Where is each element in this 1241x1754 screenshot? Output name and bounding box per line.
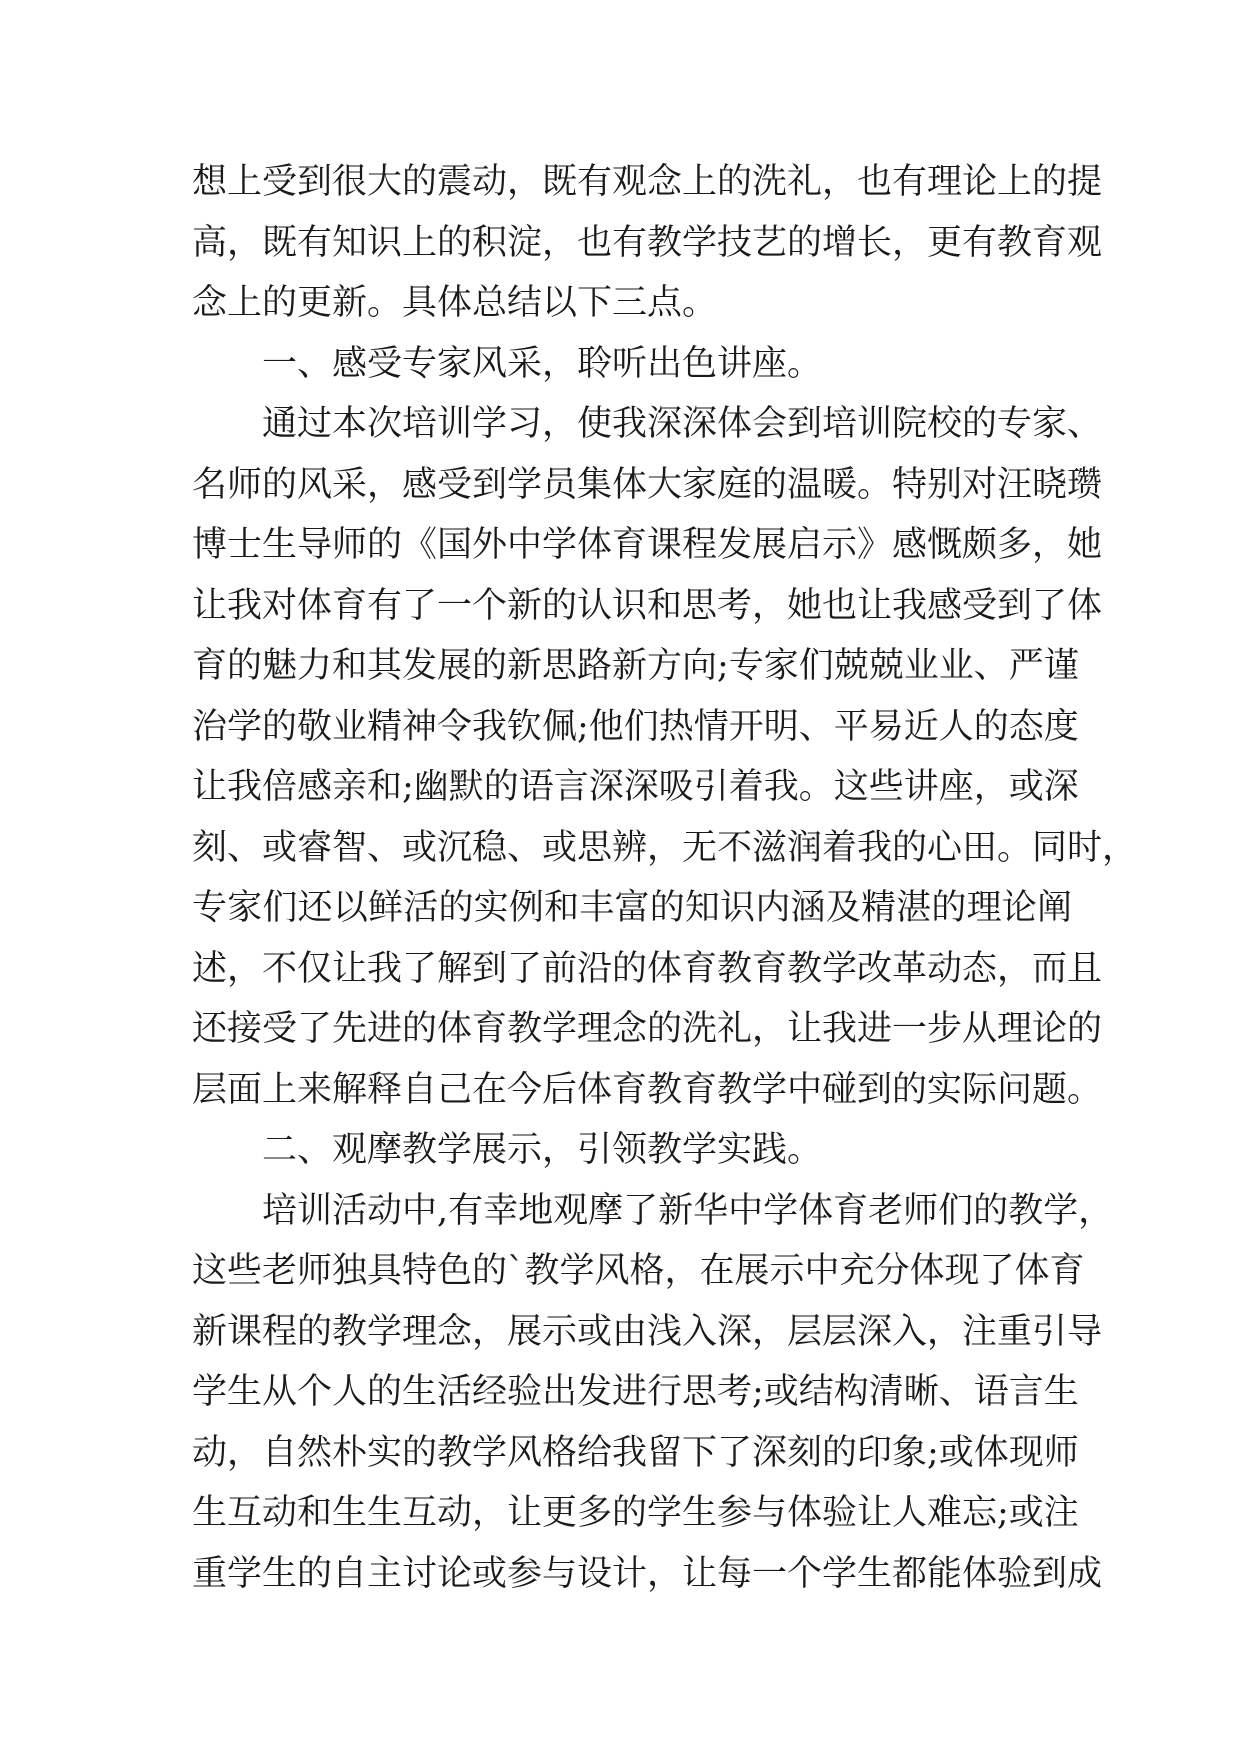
text-line: 生互动和生生互动，让更多的学生参与体验让人难忘;或注 <box>192 1493 1079 1533</box>
text-line: 专家们还以鲜活的实例和丰富的知识内涵及精湛的理论阐 <box>192 888 1072 928</box>
body-text <box>192 152 1138 1604</box>
text-line: 高，既有知识上的积淀，也有教学技艺的增长，更有教育观 <box>192 222 1103 263</box>
text-line: 动，自然朴实的教学风格给我留下了深刻的印象;或体现师 <box>192 1432 1079 1473</box>
text-line: 重学生的自主讨论或参与设计，让每一个学生都能体验到成 <box>192 1553 1103 1594</box>
text-line: 刻、或睿智、或沉稳、或思辨，无不滋润着我的心田。同时， <box>192 827 1138 868</box>
text-line: 新课程的教学理念，展示或由浅入深，层层深入，注重引导 <box>192 1311 1103 1352</box>
text-line: 名师的风采，感受到学员集体大家庭的温暖。特别对汪晓瓒 <box>192 464 1103 505</box>
text-line: 想上受到很大的震动，既有观念上的洗礼，也有理论上的提 <box>192 162 1103 202</box>
text-line: 学生从个人的生活经验出发进行思考;或结构清晰、语言生 <box>192 1372 1079 1412</box>
text-line: 育的魅力和其发展的新思路新方向;专家们兢兢业业、严谨 <box>192 646 1079 686</box>
text-line: 一、感受专家风采，聆听出色讲座。 <box>262 343 823 384</box>
text-line: 让我倍感亲和;幽默的语言深深吸引着我。这些讲座，或深 <box>192 767 1079 807</box>
text-line: 治学的敬业精神令我钦佩;他们热情开明、平易近人的态度 <box>192 706 1079 747</box>
text-line: 念上的更新。具体总结以下三点。 <box>192 283 718 323</box>
text-line: 述，不仅让我了解到了前沿的体育教育教学改革动态，而且 <box>192 948 1103 989</box>
text-line: 二、观摩教学展示，引领教学实践。 <box>262 1130 823 1170</box>
text-line: 这些老师独具特色的`教学风格，在展示中充分体现了体育 <box>192 1251 1085 1291</box>
text-line: 通过本次培训学习，使我深深体会到培训院校的专家、 <box>262 404 1103 444</box>
text-line: 博士生导师的《国外中学体育课程发展启示》感慨颇多，她 <box>192 525 1103 565</box>
text-line: 层面上来解释自己在今后体育教育教学中碰到的实际问题。 <box>192 1069 1103 1110</box>
text-line: 还接受了先进的体育教学理念的洗礼，让我进一步从理论的 <box>192 1009 1103 1049</box>
text-line: 让我对体育有了一个新的认识和思考，她也让我感受到了体 <box>192 585 1103 626</box>
text-line: 培训活动中,有幸地观摩了新华中学体育老师们的教学， <box>262 1190 1114 1231</box>
